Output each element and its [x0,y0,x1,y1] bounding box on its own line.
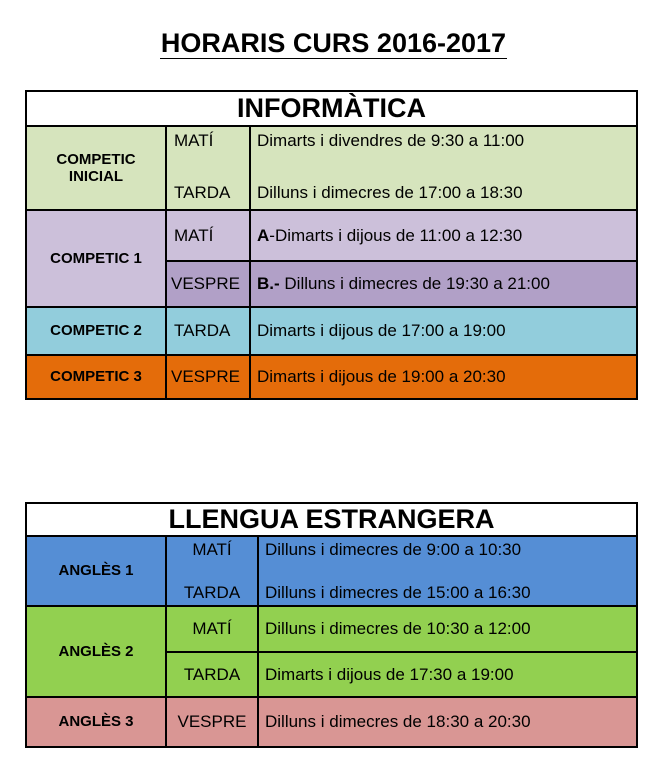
competic-3-row [26,355,637,399]
angles-2-time-mati: Dilluns i dimecres de 10:30 a 12:00 [258,606,637,652]
competic-inicial-slot-tarda: TARDA [174,183,231,203]
competic-2-time: Dimarts i dijous de 17:00 a 19:00 [250,307,637,355]
competic-2-row [26,307,637,355]
competic-3-slot: VESPRE [166,355,250,399]
informatica-schedule-table [25,90,638,400]
angles-3-row [26,697,637,747]
angles-3-time: Dilluns i dimecres de 18:30 a 20:30 [258,697,637,747]
angles-1-slot-tarda: TARDA [183,582,241,602]
angles-1-slot-mati: MATÍ [192,540,232,560]
angles-2-slot-tarda: TARDA [166,652,258,697]
competic-1-name: COMPETIC 1 [26,210,166,307]
angles-1-slots [166,536,258,606]
competic-inicial-time-mati: Dimarts i divendres de 9:30 a 11:00 [257,131,525,150]
llengua-header: LLENGUA ESTRANGERA [26,503,637,536]
competic-1-row [26,210,637,261]
competic-2-name: COMPETIC 2 [26,307,166,355]
angles-2-time-tarda: Dimarts i dijous de 17:30 a 19:00 [258,652,637,697]
informatica-header: INFORMÀTICA [26,91,637,126]
competic-inicial-slots [166,126,250,210]
angles-1-times [258,536,637,606]
competic-inicial-slot-mati: MATÍ [174,131,214,150]
competic-inicial-name: COMPETIC INICIAL [26,126,166,210]
angles-1-name: ANGLÈS 1 [26,536,166,606]
llengua-estrangera-schedule-table [25,502,638,748]
competic-1-time-vespre: B.- Dilluns i dimecres de 19:30 a 21:00 [250,261,637,307]
angles-1-row [26,536,637,606]
competic-inicial-row [26,126,637,210]
competic-inicial-times [250,126,637,210]
angles-2-name: ANGLÈS 2 [26,606,166,697]
angles-2-slot-mati: MATÍ [166,606,258,652]
page-title: HORARIS CURS 2016-2017 [160,28,507,58]
competic-1-slot-vespre: VESPRE [166,261,250,307]
angles-1-time-mati: Dilluns i dimecres de 9:00 a 10:30 [265,540,522,560]
angles-1-time-tarda: Dilluns i dimecres de 15:00 a 16:30 [265,582,531,602]
angles-3-name: ANGLÈS 3 [26,697,166,747]
angles-2-row [26,606,637,652]
competic-inicial-time-tarda: Dilluns i dimecres de 17:00 a 18:30 [257,183,523,203]
competic-1-time-mati: A-Dimarts i dijous de 11:00 a 12:30 [250,210,637,261]
competic-3-time: Dimarts i dijous de 19:00 a 20:30 [250,355,637,399]
angles-3-slot: VESPRE [166,697,258,747]
competic-2-slot: TARDA [166,307,250,355]
competic-3-name: COMPETIC 3 [26,355,166,399]
competic-1-slot-mati: MATÍ [166,210,250,261]
